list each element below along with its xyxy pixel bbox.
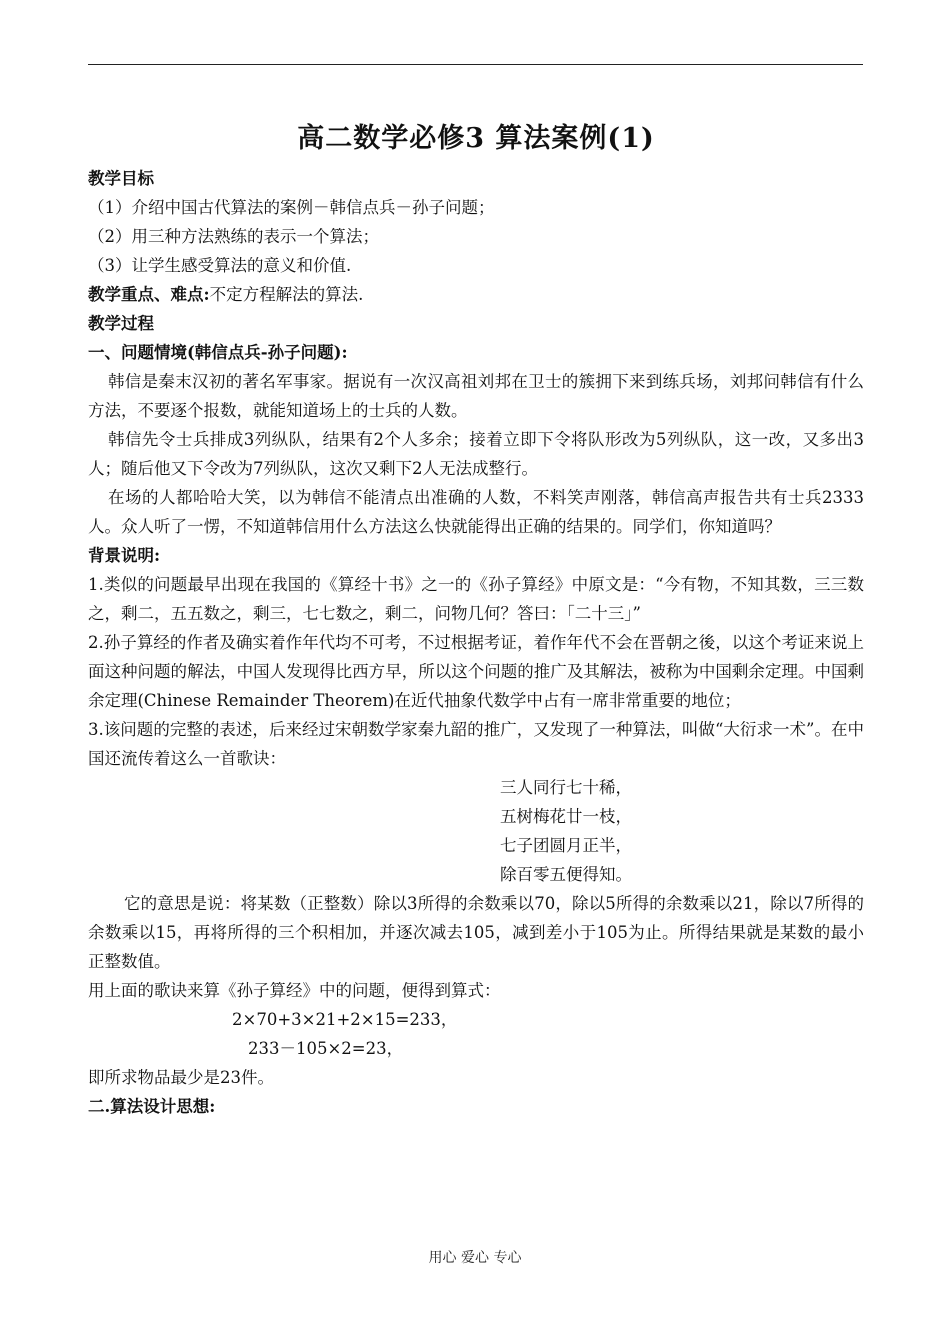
usage-line: 用上面的歌诀来算《孙子算经》中的问题，便得到算式： (88, 981, 501, 1000)
process-heading: 教学过程 (88, 314, 154, 333)
page-footer: 用心 爱心 专心 (428, 1250, 522, 1266)
objectives-heading: 教学目标 (88, 169, 154, 188)
objective-item: （2）用三种方法熟练的表示一个算法； (88, 227, 379, 246)
focus-label: 教学重点、难点: (88, 285, 210, 304)
header-rule (88, 64, 863, 65)
poem-line: 七子团圆月正半， (500, 836, 632, 855)
background-item: 1.类似的问题最早出现在我国的《算经十书》之一的《孙子算经》中原文是：“今有物，不知其数，三三数之，剩二，五五数之，剩三，七七数之，剩二，问物几何？答曰：「二十三」” (88, 575, 864, 623)
background-item: 2.孙子算经的作者及确实着作年代均不可考，不过根据考证，着作年代不会在晋朝之後，以这个考证来说上面这种问题的解法，中国人发现得比西方早，所以这个问题的推广及其解法，被称为中国剩余定理。中国剩余定理(Chinese Remainder Theorem)在近代抽象代数学中占有一席非常重要的地位； (88, 633, 864, 710)
section1-heading: 一、问题情境(韩信点兵-孙子问题): (88, 343, 348, 362)
poem-line: 三人同行七十稀， (500, 778, 632, 797)
focus-line (88, 280, 864, 309)
page-title: 高二数学必修3 算法案例(1) (297, 123, 655, 154)
poem-line: 除百零五便得知。 (500, 865, 632, 884)
background-heading: 背景说明: (88, 546, 161, 565)
formula-line: 233－105×2=23， (248, 1039, 404, 1058)
story-paragraph: 在场的人都哈哈大笑，以为韩信不能清点出准确的人数，不料笑声刚落，韩信高声报告共有士兵2333人。众人听了一愣，不知道韩信用什么方法这么快就能得出正确的结果的。同学们，你知道吗？ (88, 488, 864, 536)
poem-line: 五树梅花廿一枝， (500, 807, 632, 826)
background-item: 3.该问题的完整的表述，后来经过宋朝数学家秦九韶的推广，又发现了一种算法，叫做“大衍求一术”。在中国还流传着这么一首歌诀： (88, 720, 864, 768)
document-body (88, 112, 864, 1121)
story-paragraph: 韩信是秦末汉初的著名军事家。据说有一次汉高祖刘邦在卫士的簇拥下来到练兵场，刘邦问韩信有什么方法，不要逐个报数，就能知道场上的士兵的人数。 (88, 372, 864, 420)
result-line: 即所求物品最少是23件。 (88, 1068, 274, 1087)
formula-line: 2×70+3×21+2×15=233， (232, 1010, 458, 1029)
explanation-paragraph: 它的意思是说：将某数（正整数）除以3所得的余数乘以70，除以5所得的余数乘以21，除以7所得的余数乘以15，再将所得的三个积相加，并逐次减去105，减到差小于105为止。所得结果就是某数的最小正整数值。 (88, 894, 864, 971)
objective-item: （1）介绍中国古代算法的案例－韩信点兵－孙子问题； (88, 198, 495, 217)
section2-heading: 二.算法设计思想: (88, 1097, 216, 1116)
focus-text: 不定方程解法的算法. (209, 285, 364, 304)
story-paragraph: 韩信先令士兵排成3列纵队，结果有2个人多余；接着立即下令将队形改为5列纵队，这一改，又多出3人；随后他又下令改为7列纵队，这次又剩下2人无法成整行。 (88, 430, 864, 478)
objective-item: （3）让学生感受算法的意义和价值. (88, 256, 352, 275)
